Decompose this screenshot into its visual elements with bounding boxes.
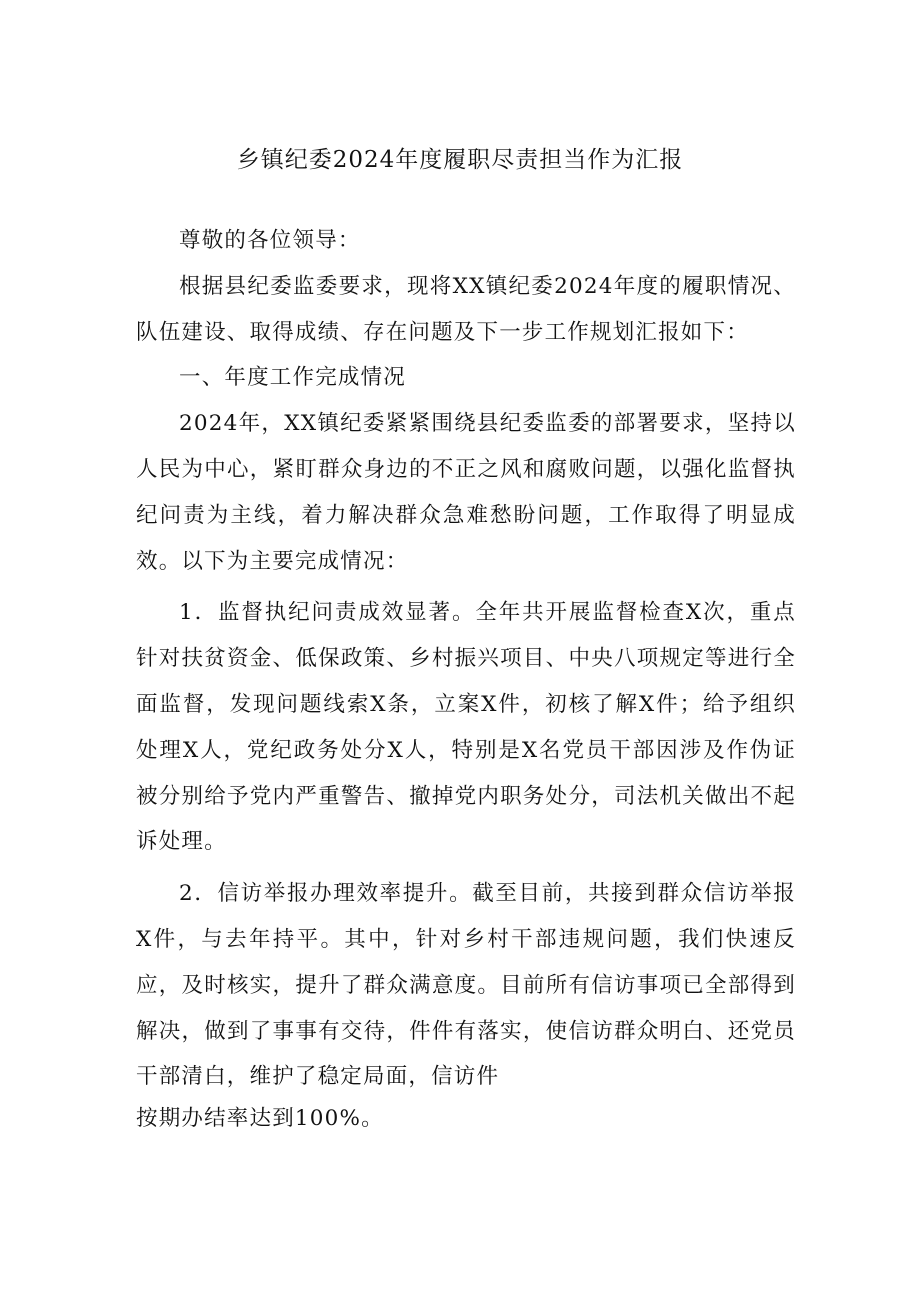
document-title: 乡镇纪委2024年度履职尽责担当作为汇报 (236, 147, 684, 173)
paragraph-item-2: 2．信访举报办理效率提升。截至目前，共接到群众信访举报X件，与去年持平。其中，针对乡村干部违规问题，我们快速反应，及时核实，提升了群众满意度。目前所有信访事项已全部得到解决，做到了事事有交待，件件有落实，使信访群众明白、还党员干部清白，维护了稳定局面，信访件 (136, 881, 796, 1090)
document-body (136, 218, 796, 1142)
salutation: 尊敬的各位领导： (179, 228, 361, 253)
paragraph-intro: 根据县纪委监委要求，现将XX镇纪委2024年度的履职情况、队伍建设、取得成绩、存在问题及下一步工作规划汇报如下： (136, 273, 796, 345)
paragraph-overview: 2024年，XX镇纪委紧紧围绕县纪委监委的部署要求，坚持以人民为中心，紧盯群众身边的不正之风和腐败问题，以强化监督执纪问责为主线，着力解决群众急难愁盼问题，工作取得了明显成效。以下为主要完成情况： (136, 411, 796, 574)
paragraph-item-1: 1．监督执纪问责成效显著。全年共开展监督检查X次，重点针对扶贫资金、低保政策、乡村振兴项目、中央八项规定等进行全面监督，发现问题线索X条，立案X件，初核了解X件；给予组织处理X人，党纪政务处分X人，特别是X名党员干部因涉及作伪证被分别给予党内严重警告、撤掉党内职务处分，司法机关做出不起诉处理。 (136, 600, 796, 855)
section-heading: 一、年度工作完成情况 (179, 365, 407, 391)
trailing-line: 按期办结率达到100%。 (136, 1106, 384, 1132)
